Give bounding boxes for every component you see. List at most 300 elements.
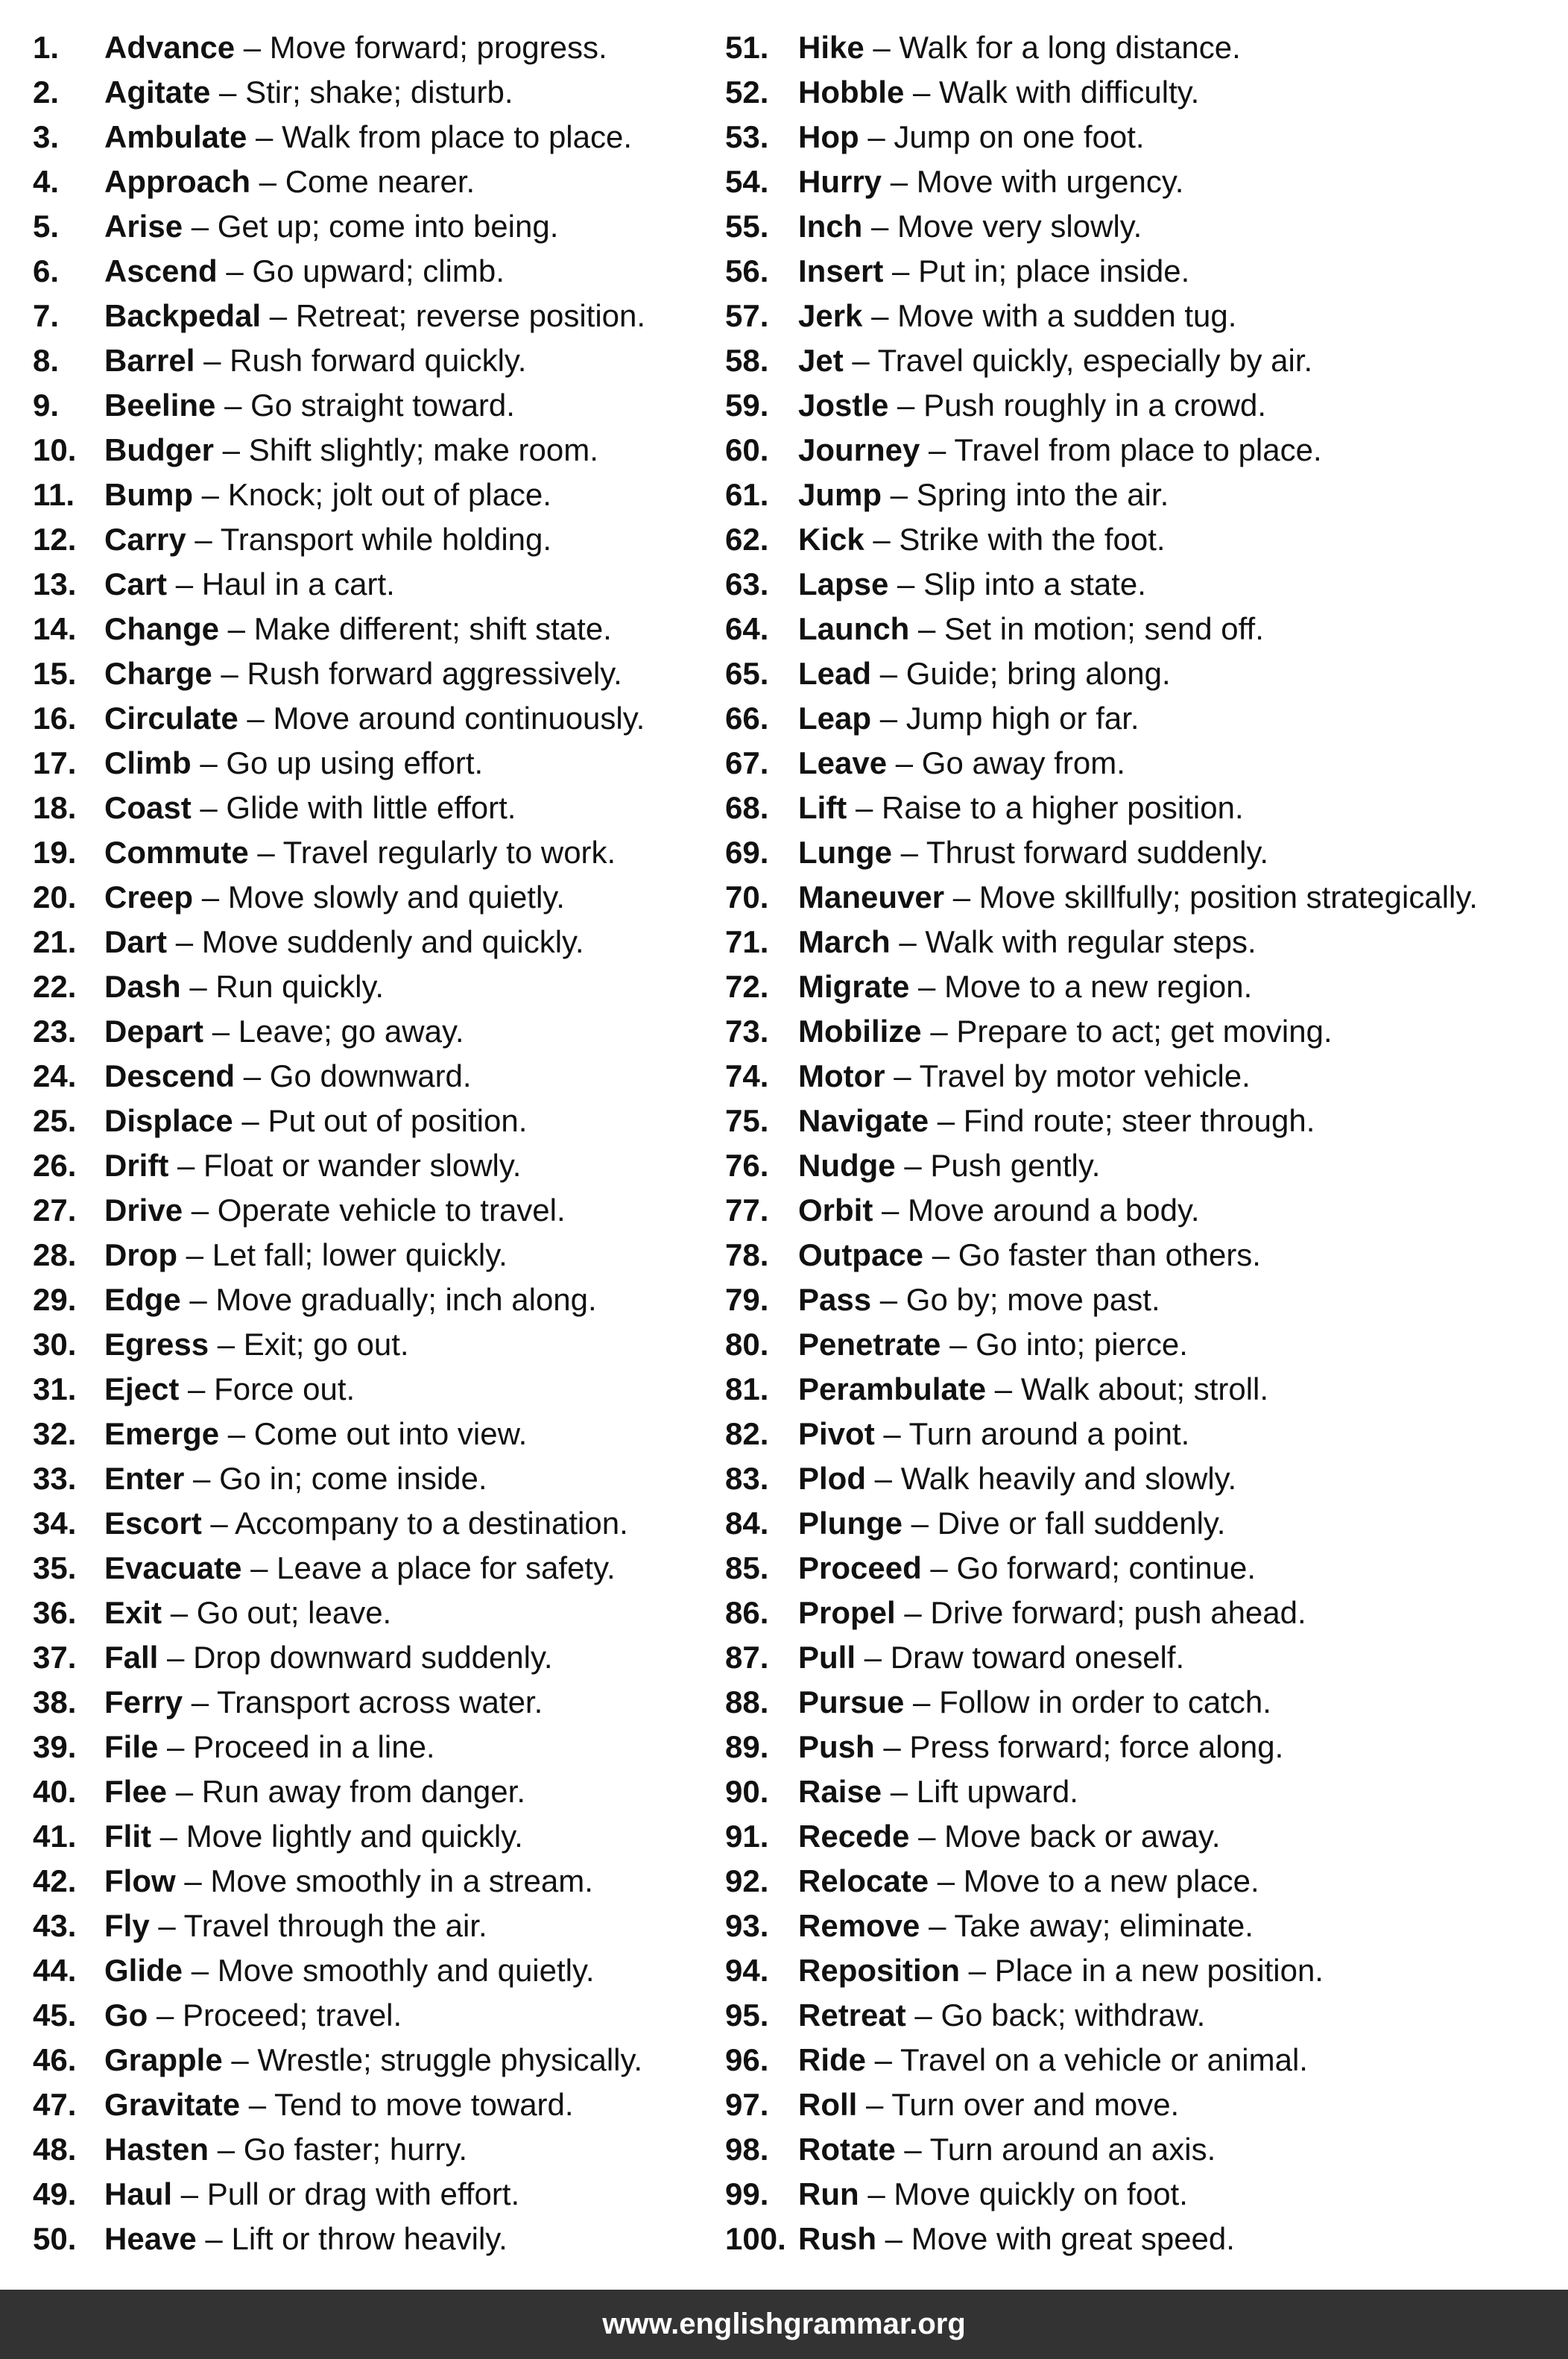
- list-item: [725, 1367, 1552, 1412]
- item-text: [798, 830, 1268, 875]
- item-definition: Move slowly and quietly.: [227, 880, 565, 915]
- item-text: [104, 1143, 521, 1188]
- item-word: Drop: [104, 1237, 177, 1272]
- item-word: File: [104, 1729, 159, 1764]
- item-number: 85.: [725, 1550, 769, 1585]
- item-word: Rotate: [798, 2132, 896, 2167]
- item-separator: –: [859, 119, 894, 154]
- item-definition: Push roughly in a crowd.: [923, 388, 1267, 423]
- item-definition: Walk with regular steps.: [925, 924, 1256, 959]
- item-text: [798, 428, 1322, 473]
- item-text: [798, 2127, 1215, 2172]
- item-text: [104, 1188, 566, 1233]
- list-item: [725, 562, 1552, 607]
- item-separator: –: [219, 1416, 254, 1451]
- item-number: 94.: [725, 1953, 769, 1988]
- item-word: Hobble: [798, 75, 905, 110]
- item-separator: –: [183, 1684, 217, 1719]
- item-text: [104, 1501, 628, 1546]
- item-text: [104, 1635, 553, 1680]
- item-number: 13.: [33, 566, 77, 601]
- item-separator: –: [183, 209, 218, 244]
- item-number: 72.: [725, 969, 769, 1004]
- item-number: 98.: [725, 2132, 769, 2167]
- item-separator: –: [162, 1595, 197, 1630]
- list-item: [33, 1546, 704, 1591]
- list-item: [725, 428, 1552, 473]
- item-definition: Travel by motor vehicle.: [919, 1058, 1251, 1093]
- item-text: [104, 1814, 523, 1859]
- item-definition: Walk from place to place.: [282, 119, 633, 154]
- item-text: [798, 2217, 1235, 2261]
- list-item: [725, 2172, 1552, 2217]
- item-separator: –: [885, 1058, 920, 1093]
- item-definition: Walk with difficulty.: [939, 75, 1200, 110]
- item-word: Fly: [104, 1908, 150, 1943]
- list-item: [725, 964, 1552, 1009]
- item-text: [104, 562, 395, 607]
- item-definition: Drop downward suddenly.: [193, 1640, 553, 1675]
- item-separator: –: [843, 343, 878, 378]
- item-word: Gravitate: [104, 2087, 241, 2122]
- item-word: Relocate: [798, 1863, 929, 1898]
- item-word: Pivot: [798, 1416, 875, 1451]
- item-separator: –: [235, 1058, 270, 1093]
- item-text: [104, 786, 516, 830]
- item-text: [798, 338, 1312, 383]
- item-separator: –: [909, 969, 945, 1004]
- item-word: Arise: [104, 209, 183, 244]
- item-separator: –: [148, 1998, 183, 2033]
- item-number: 45.: [33, 1998, 77, 2033]
- footer-website-link[interactable]: www.englishgrammar.org: [602, 2308, 966, 2340]
- item-word: Leap: [798, 701, 872, 736]
- item-definition: Move suddenly and quickly.: [201, 924, 584, 959]
- item-definition: Move around a body.: [908, 1193, 1200, 1228]
- item-text: [104, 1054, 472, 1099]
- item-number: 41.: [33, 1819, 77, 1854]
- item-number: 19.: [33, 835, 77, 870]
- item-word: Ferry: [104, 1684, 183, 1719]
- item-text: [104, 249, 505, 294]
- item-number: 79.: [725, 1282, 769, 1317]
- item-text: [798, 1367, 1268, 1412]
- item-separator: –: [210, 75, 246, 110]
- item-separator: –: [179, 1371, 215, 1406]
- item-word: Plunge: [798, 1506, 903, 1541]
- item-word: Mobilize: [798, 1014, 922, 1049]
- item-number: 25.: [33, 1103, 77, 1138]
- item-number: 49.: [33, 2176, 77, 2211]
- item-definition: Move around continuously.: [273, 701, 645, 736]
- item-text: [104, 115, 632, 160]
- list-item: [725, 1725, 1552, 1769]
- item-number: 56.: [725, 253, 769, 288]
- item-definition: Put out of position.: [268, 1103, 528, 1138]
- item-number: 38.: [33, 1684, 77, 1719]
- item-text: [104, 1322, 409, 1367]
- list-item: [33, 607, 704, 651]
- list-item: [725, 160, 1552, 204]
- list-item: [33, 1322, 704, 1367]
- list-item: [33, 1948, 704, 1993]
- item-word: Creep: [104, 880, 194, 915]
- item-separator: –: [180, 969, 216, 1004]
- item-definition: Turn around an axis.: [929, 2132, 1216, 2167]
- item-definition: Go up using effort.: [226, 745, 484, 780]
- item-separator: –: [191, 745, 227, 780]
- item-word: Egress: [104, 1327, 209, 1362]
- item-text: [798, 786, 1244, 830]
- item-separator: –: [960, 1953, 995, 1988]
- item-definition: Tend to move toward.: [274, 2087, 574, 2122]
- item-number: 17.: [33, 745, 77, 780]
- item-text: [104, 2082, 574, 2127]
- item-separator: –: [186, 522, 221, 557]
- item-word: Budger: [104, 432, 214, 467]
- item-number: 84.: [725, 1506, 769, 1541]
- item-word: Ascend: [104, 253, 218, 288]
- item-text: [104, 428, 598, 473]
- item-separator: –: [167, 566, 202, 601]
- item-number: 23.: [33, 1014, 77, 1049]
- item-definition: Draw toward oneself.: [890, 1640, 1185, 1675]
- item-definition: Dive or fall suddenly.: [937, 1506, 1226, 1541]
- item-separator: –: [944, 880, 979, 915]
- item-word: Maneuver: [798, 880, 945, 915]
- item-text: [104, 383, 515, 428]
- item-number: 21.: [33, 924, 77, 959]
- item-separator: –: [904, 75, 940, 110]
- item-separator: –: [149, 1908, 184, 1943]
- item-number: 8.: [33, 343, 60, 378]
- item-definition: Turn around a point.: [908, 1416, 1190, 1451]
- item-definition: Guide; bring along.: [905, 656, 1171, 691]
- item-text: [104, 651, 622, 696]
- item-word: March: [798, 924, 891, 959]
- item-number: 7.: [33, 298, 60, 333]
- item-word: Reposition: [798, 1953, 960, 1988]
- item-text: [104, 1591, 391, 1635]
- item-separator: –: [882, 1774, 917, 1809]
- item-separator: –: [862, 209, 898, 244]
- item-number: 54.: [725, 164, 769, 199]
- item-word: Barrel: [104, 343, 195, 378]
- item-word: Insert: [798, 253, 884, 288]
- item-text: [798, 741, 1125, 786]
- item-definition: Thrust forward suddenly.: [926, 835, 1269, 870]
- item-separator: –: [158, 1640, 194, 1675]
- item-word: Orbit: [798, 1193, 873, 1228]
- item-separator: –: [233, 1103, 268, 1138]
- item-text: [104, 964, 384, 1009]
- list-item: [725, 1456, 1552, 1501]
- item-definition: Slip into a state.: [923, 566, 1146, 601]
- item-separator: –: [219, 611, 254, 646]
- item-text: [798, 25, 1241, 70]
- list-item: [33, 383, 704, 428]
- item-text: [798, 1054, 1251, 1099]
- item-text: [798, 875, 1478, 920]
- item-definition: Retreat; reverse position.: [295, 298, 646, 333]
- item-word: Beeline: [104, 388, 216, 423]
- item-word: Ambulate: [104, 119, 247, 154]
- item-word: Journey: [798, 432, 920, 467]
- item-number: 47.: [33, 2087, 77, 2122]
- list-item: [725, 1859, 1552, 1904]
- list-item: [33, 2172, 704, 2217]
- item-definition: Move back or away.: [944, 1819, 1221, 1854]
- list-item: [725, 25, 1552, 70]
- item-number: 74.: [725, 1058, 769, 1093]
- item-word: Drive: [104, 1193, 183, 1228]
- list-item: [33, 1233, 704, 1278]
- item-text: [104, 25, 607, 70]
- list-item: [33, 338, 704, 383]
- list-item: [725, 1769, 1552, 1814]
- item-separator: –: [172, 2176, 207, 2211]
- item-definition: Spring into the air.: [916, 477, 1169, 512]
- list-item: [725, 1322, 1552, 1367]
- item-separator: –: [904, 1684, 940, 1719]
- item-separator: –: [856, 1640, 891, 1675]
- list-item: [33, 875, 704, 920]
- item-text: [798, 1188, 1200, 1233]
- item-separator: –: [895, 1148, 931, 1183]
- item-number: 91.: [725, 1819, 769, 1854]
- item-number: 67.: [725, 745, 769, 780]
- item-separator: –: [876, 2221, 911, 2256]
- item-word: Commute: [104, 835, 249, 870]
- item-word: Exit: [104, 1595, 162, 1630]
- list-item: [33, 1814, 704, 1859]
- item-text: [104, 1412, 527, 1456]
- item-separator: –: [864, 522, 900, 557]
- item-separator: –: [862, 298, 898, 333]
- item-text: [798, 1904, 1254, 1948]
- item-number: 44.: [33, 1953, 77, 1988]
- item-word: Pull: [798, 1640, 856, 1675]
- list-item: [725, 1680, 1552, 1725]
- item-word: Flit: [104, 1819, 151, 1854]
- list-item: [33, 1904, 704, 1948]
- item-definition: Go straight toward.: [250, 388, 515, 423]
- item-number: 11.: [33, 477, 75, 512]
- item-separator: –: [222, 2042, 258, 2077]
- item-word: Jostle: [798, 388, 889, 423]
- item-definition: Shift slightly; make room.: [248, 432, 598, 467]
- item-number: 70.: [725, 880, 769, 915]
- item-word: Displace: [104, 1103, 233, 1138]
- item-definition: Drive forward; push ahead.: [930, 1595, 1306, 1630]
- item-definition: Go downward.: [269, 1058, 472, 1093]
- list-item: [33, 741, 704, 786]
- item-separator: –: [183, 1193, 218, 1228]
- item-separator: –: [235, 30, 270, 65]
- item-separator: –: [212, 656, 247, 691]
- item-number: 57.: [725, 298, 769, 333]
- item-separator: –: [195, 343, 230, 378]
- item-separator: –: [941, 1327, 976, 1362]
- item-number: 51.: [725, 30, 769, 65]
- item-number: 10.: [33, 432, 77, 467]
- list-item: [725, 294, 1552, 338]
- item-number: 59.: [725, 388, 769, 423]
- item-definition: Travel through the air.: [183, 1908, 487, 1943]
- item-word: Navigate: [798, 1103, 929, 1138]
- list-item: [33, 920, 704, 964]
- item-word: Backpedal: [104, 298, 262, 333]
- list-item: [725, 2038, 1552, 2082]
- item-separator: –: [247, 119, 282, 154]
- item-text: [798, 1859, 1259, 1904]
- item-definition: Move forward; progress.: [269, 30, 607, 65]
- item-number: 78.: [725, 1237, 769, 1272]
- item-number: 24.: [33, 1058, 77, 1093]
- list-item: [33, 2038, 704, 2082]
- item-word: Eject: [104, 1371, 180, 1406]
- item-word: Descend: [104, 1058, 235, 1093]
- item-word: Flow: [104, 1863, 176, 1898]
- list-item: [33, 964, 704, 1009]
- item-separator: –: [923, 1237, 958, 1272]
- list-item: [33, 2082, 704, 2127]
- list-item: [725, 1993, 1552, 2038]
- list-item: [33, 1054, 704, 1099]
- item-number: 18.: [33, 790, 77, 825]
- list-item: [725, 607, 1552, 651]
- item-separator: –: [902, 1506, 938, 1541]
- item-definition: Travel from place to place.: [954, 432, 1322, 467]
- item-text: [798, 2038, 1308, 2082]
- item-separator: –: [883, 253, 919, 288]
- list-item: [725, 1635, 1552, 1680]
- list-item: [33, 1143, 704, 1188]
- item-word: Escort: [104, 1506, 202, 1541]
- list-item: [33, 1769, 704, 1814]
- item-number: 69.: [725, 835, 769, 870]
- item-number: 86.: [725, 1595, 769, 1630]
- item-separator: –: [888, 566, 924, 601]
- item-separator: –: [158, 1729, 194, 1764]
- item-number: 5.: [33, 209, 60, 244]
- item-number: 61.: [725, 477, 769, 512]
- item-text: [798, 473, 1169, 517]
- item-word: Climb: [104, 745, 192, 780]
- item-separator: –: [882, 477, 917, 512]
- item-text: [798, 696, 1139, 741]
- list-item: [725, 1591, 1552, 1635]
- item-word: Grapple: [104, 2042, 223, 2077]
- item-word: Penetrate: [798, 1327, 941, 1362]
- item-separator: –: [929, 1103, 964, 1138]
- list-item: [725, 473, 1552, 517]
- item-definition: Raise to a higher position.: [882, 790, 1244, 825]
- list-item: [33, 830, 704, 875]
- list-item: [33, 1188, 704, 1233]
- item-text: [798, 1948, 1324, 1993]
- item-number: 81.: [725, 1371, 769, 1406]
- item-separator: –: [177, 1237, 212, 1272]
- item-number: 16.: [33, 701, 77, 736]
- list-item: [33, 1009, 704, 1054]
- item-separator: –: [986, 1371, 1021, 1406]
- item-number: 83.: [725, 1461, 769, 1496]
- list-item: [725, 249, 1552, 294]
- item-text: [104, 2217, 508, 2261]
- item-number: 27.: [33, 1193, 77, 1228]
- item-text: [104, 920, 584, 964]
- item-definition: Lift upward.: [916, 1774, 1078, 1809]
- item-word: Lapse: [798, 566, 889, 601]
- item-definition: Run quickly.: [215, 969, 385, 1004]
- item-word: Roll: [798, 2087, 858, 2122]
- item-word: Rush: [798, 2221, 876, 2256]
- item-word: Drift: [104, 1148, 169, 1183]
- item-separator: –: [859, 2176, 894, 2211]
- item-definition: Strike with the foot.: [899, 522, 1166, 557]
- item-text: [798, 1591, 1306, 1635]
- list-item: [33, 1456, 704, 1501]
- list-item: [33, 1278, 704, 1322]
- item-number: 62.: [725, 522, 769, 557]
- item-separator: –: [920, 1908, 955, 1943]
- item-word: Go: [104, 1998, 148, 2033]
- item-definition: Rush forward quickly.: [230, 343, 527, 378]
- item-text: [104, 607, 612, 651]
- list-item: [725, 338, 1552, 383]
- item-definition: Rush forward aggressively.: [247, 656, 622, 691]
- item-number: 99.: [725, 2176, 769, 2211]
- item-text: [104, 1769, 525, 1814]
- item-number: 58.: [725, 343, 769, 378]
- item-word: Enter: [104, 1461, 185, 1496]
- item-word: Hurry: [798, 164, 882, 199]
- list-item: [725, 1546, 1552, 1591]
- item-text: [104, 1233, 508, 1278]
- item-text: [798, 1009, 1333, 1054]
- item-number: 39.: [33, 1729, 77, 1764]
- item-definition: Move quickly on foot.: [894, 2176, 1188, 2211]
- item-definition: Go away from.: [921, 745, 1125, 780]
- item-definition: Knock; jolt out of place.: [227, 477, 551, 512]
- item-number: 2.: [33, 75, 60, 110]
- item-definition: Walk heavily and slowly.: [900, 1461, 1237, 1496]
- item-word: Hop: [798, 119, 859, 154]
- item-separator: –: [887, 745, 922, 780]
- item-number: 95.: [725, 1998, 769, 2033]
- item-text: [104, 204, 558, 249]
- list-item: [725, 2127, 1552, 2172]
- item-separator: –: [871, 656, 906, 691]
- item-number: 48.: [33, 2132, 77, 2167]
- item-definition: Move very slowly.: [897, 209, 1142, 244]
- item-separator: –: [250, 164, 285, 199]
- item-definition: Float or wander slowly.: [203, 1148, 522, 1183]
- list-item: [725, 1501, 1552, 1546]
- item-text: [104, 741, 483, 786]
- item-text: [798, 1099, 1315, 1143]
- item-definition: Go faster; hurry.: [243, 2132, 468, 2167]
- item-text: [104, 1680, 543, 1725]
- item-separator: –: [882, 164, 917, 199]
- list-item: [33, 1859, 704, 1904]
- item-number: 4.: [33, 164, 60, 199]
- item-word: Charge: [104, 656, 212, 691]
- item-definition: Set in motion; send off.: [944, 611, 1264, 646]
- item-definition: Operate vehicle to travel.: [217, 1193, 566, 1228]
- item-definition: Move lightly and quickly.: [186, 1819, 523, 1854]
